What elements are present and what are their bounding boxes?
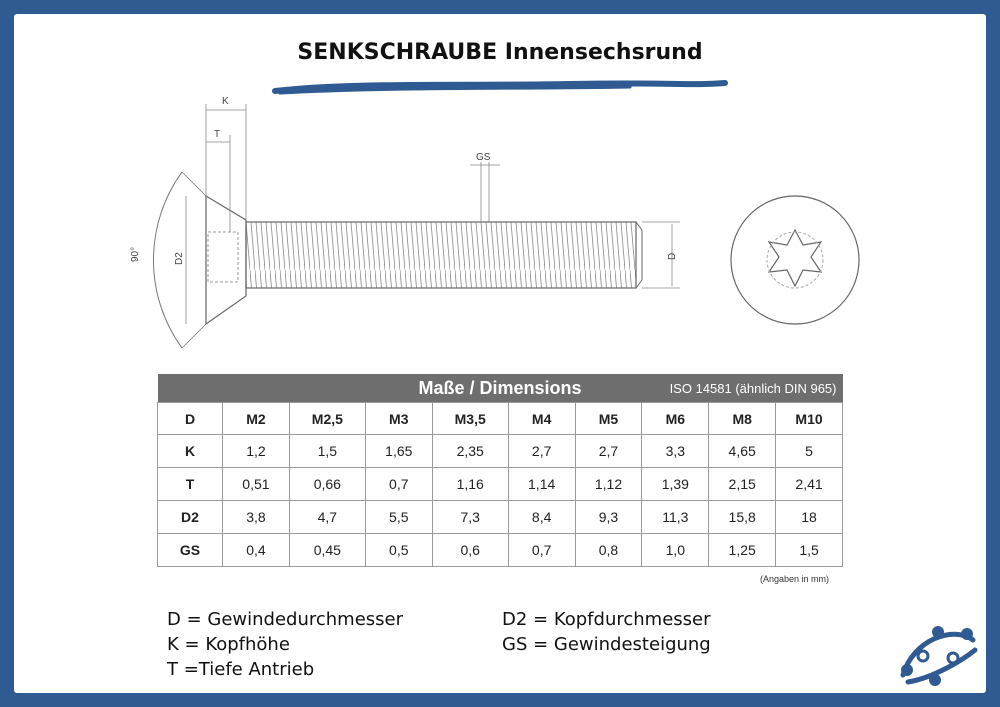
screw-side-view [100, 90, 700, 370]
table-row [158, 468, 843, 501]
table-cell: 0,8 [575, 534, 642, 567]
table-cell: 1,12 [575, 468, 642, 501]
table-cell: 0,6 [432, 534, 508, 567]
row-label: D [158, 403, 223, 435]
table-header [158, 374, 843, 403]
label-k: K [222, 96, 229, 107]
row-label: D2 [158, 501, 223, 534]
legend-k: K = Kopfhöhe [167, 634, 290, 655]
table-cell: 9,3 [575, 501, 642, 534]
label-gs: GS [476, 152, 491, 163]
label-t: T [214, 129, 221, 140]
table-cell: 0,7 [508, 534, 575, 567]
table-cell: M2,5 [289, 403, 365, 435]
table-cell: 18 [776, 501, 843, 534]
table-row [158, 403, 843, 435]
table-cell: 4,7 [289, 501, 365, 534]
table-cell: M5 [575, 403, 642, 435]
table-cell: 5,5 [365, 501, 432, 534]
table-cell: 0,5 [365, 534, 432, 567]
table-cell: 8,4 [508, 501, 575, 534]
screw-head-top-view [725, 190, 865, 330]
row-label: GS [158, 534, 223, 567]
table-cell: 0,51 [223, 468, 290, 501]
table-cell: M3,5 [432, 403, 508, 435]
table-cell: 1,14 [508, 468, 575, 501]
table-cell: 1,16 [432, 468, 508, 501]
unit-note: (Angaben in mm) [760, 574, 830, 584]
table-cell: M10 [776, 403, 843, 435]
table-cell: 3,8 [223, 501, 290, 534]
table-title: Maße / Dimensions [418, 377, 582, 398]
table-cell: 5 [776, 435, 843, 468]
table-cell: 1,39 [642, 468, 709, 501]
label-d2: D2 [174, 252, 185, 265]
legend-d: D = Gewindedurchmesser [167, 609, 404, 630]
table-cell: 3,3 [642, 435, 709, 468]
table-row [158, 534, 843, 567]
table-cell: M8 [709, 403, 776, 435]
table-cell: 0,7 [365, 468, 432, 501]
table-norm: ISO 14581 (ähnlich DIN 965) [669, 381, 837, 396]
table-cell: M4 [508, 403, 575, 435]
dimensions-table [157, 374, 843, 567]
table-cell: 1,25 [709, 534, 776, 567]
table-cell: 0,66 [289, 468, 365, 501]
table-cell: 1,5 [776, 534, 843, 567]
table-cell: 2,7 [575, 435, 642, 468]
row-label: T [158, 468, 223, 501]
label-angle: 90° [130, 246, 141, 262]
table-cell: M6 [642, 403, 709, 435]
table-cell: 4,65 [709, 435, 776, 468]
table-cell: 1,2 [223, 435, 290, 468]
table-cell: 2,41 [776, 468, 843, 501]
table-cell: 1,65 [365, 435, 432, 468]
table-cell: 7,3 [432, 501, 508, 534]
table-cell: 1,0 [642, 534, 709, 567]
legend-d2: D2 = Kopfdurchmesser [502, 609, 711, 630]
table-cell: M2 [223, 403, 290, 435]
table-cell: 2,35 [432, 435, 508, 468]
table-cell: 2,7 [508, 435, 575, 468]
table-cell: 0,45 [289, 534, 365, 567]
legend-t: T =Tiefe Antrieb [167, 659, 315, 680]
table-cell: 15,8 [709, 501, 776, 534]
label-d: D [667, 252, 678, 260]
table-row [158, 501, 843, 534]
brand-logo [893, 620, 983, 690]
table-cell: 2,15 [709, 468, 776, 501]
table-cell: 0,4 [223, 534, 290, 567]
table-cell: 1,5 [289, 435, 365, 468]
page-title: SENKSCHRAUBE Innensechsrund [297, 40, 703, 65]
row-label: K [158, 435, 223, 468]
table-cell: M3 [365, 403, 432, 435]
table-cell: 11,3 [642, 501, 709, 534]
table-row [158, 435, 843, 468]
legend-gs: GS = Gewindesteigung [502, 634, 711, 655]
